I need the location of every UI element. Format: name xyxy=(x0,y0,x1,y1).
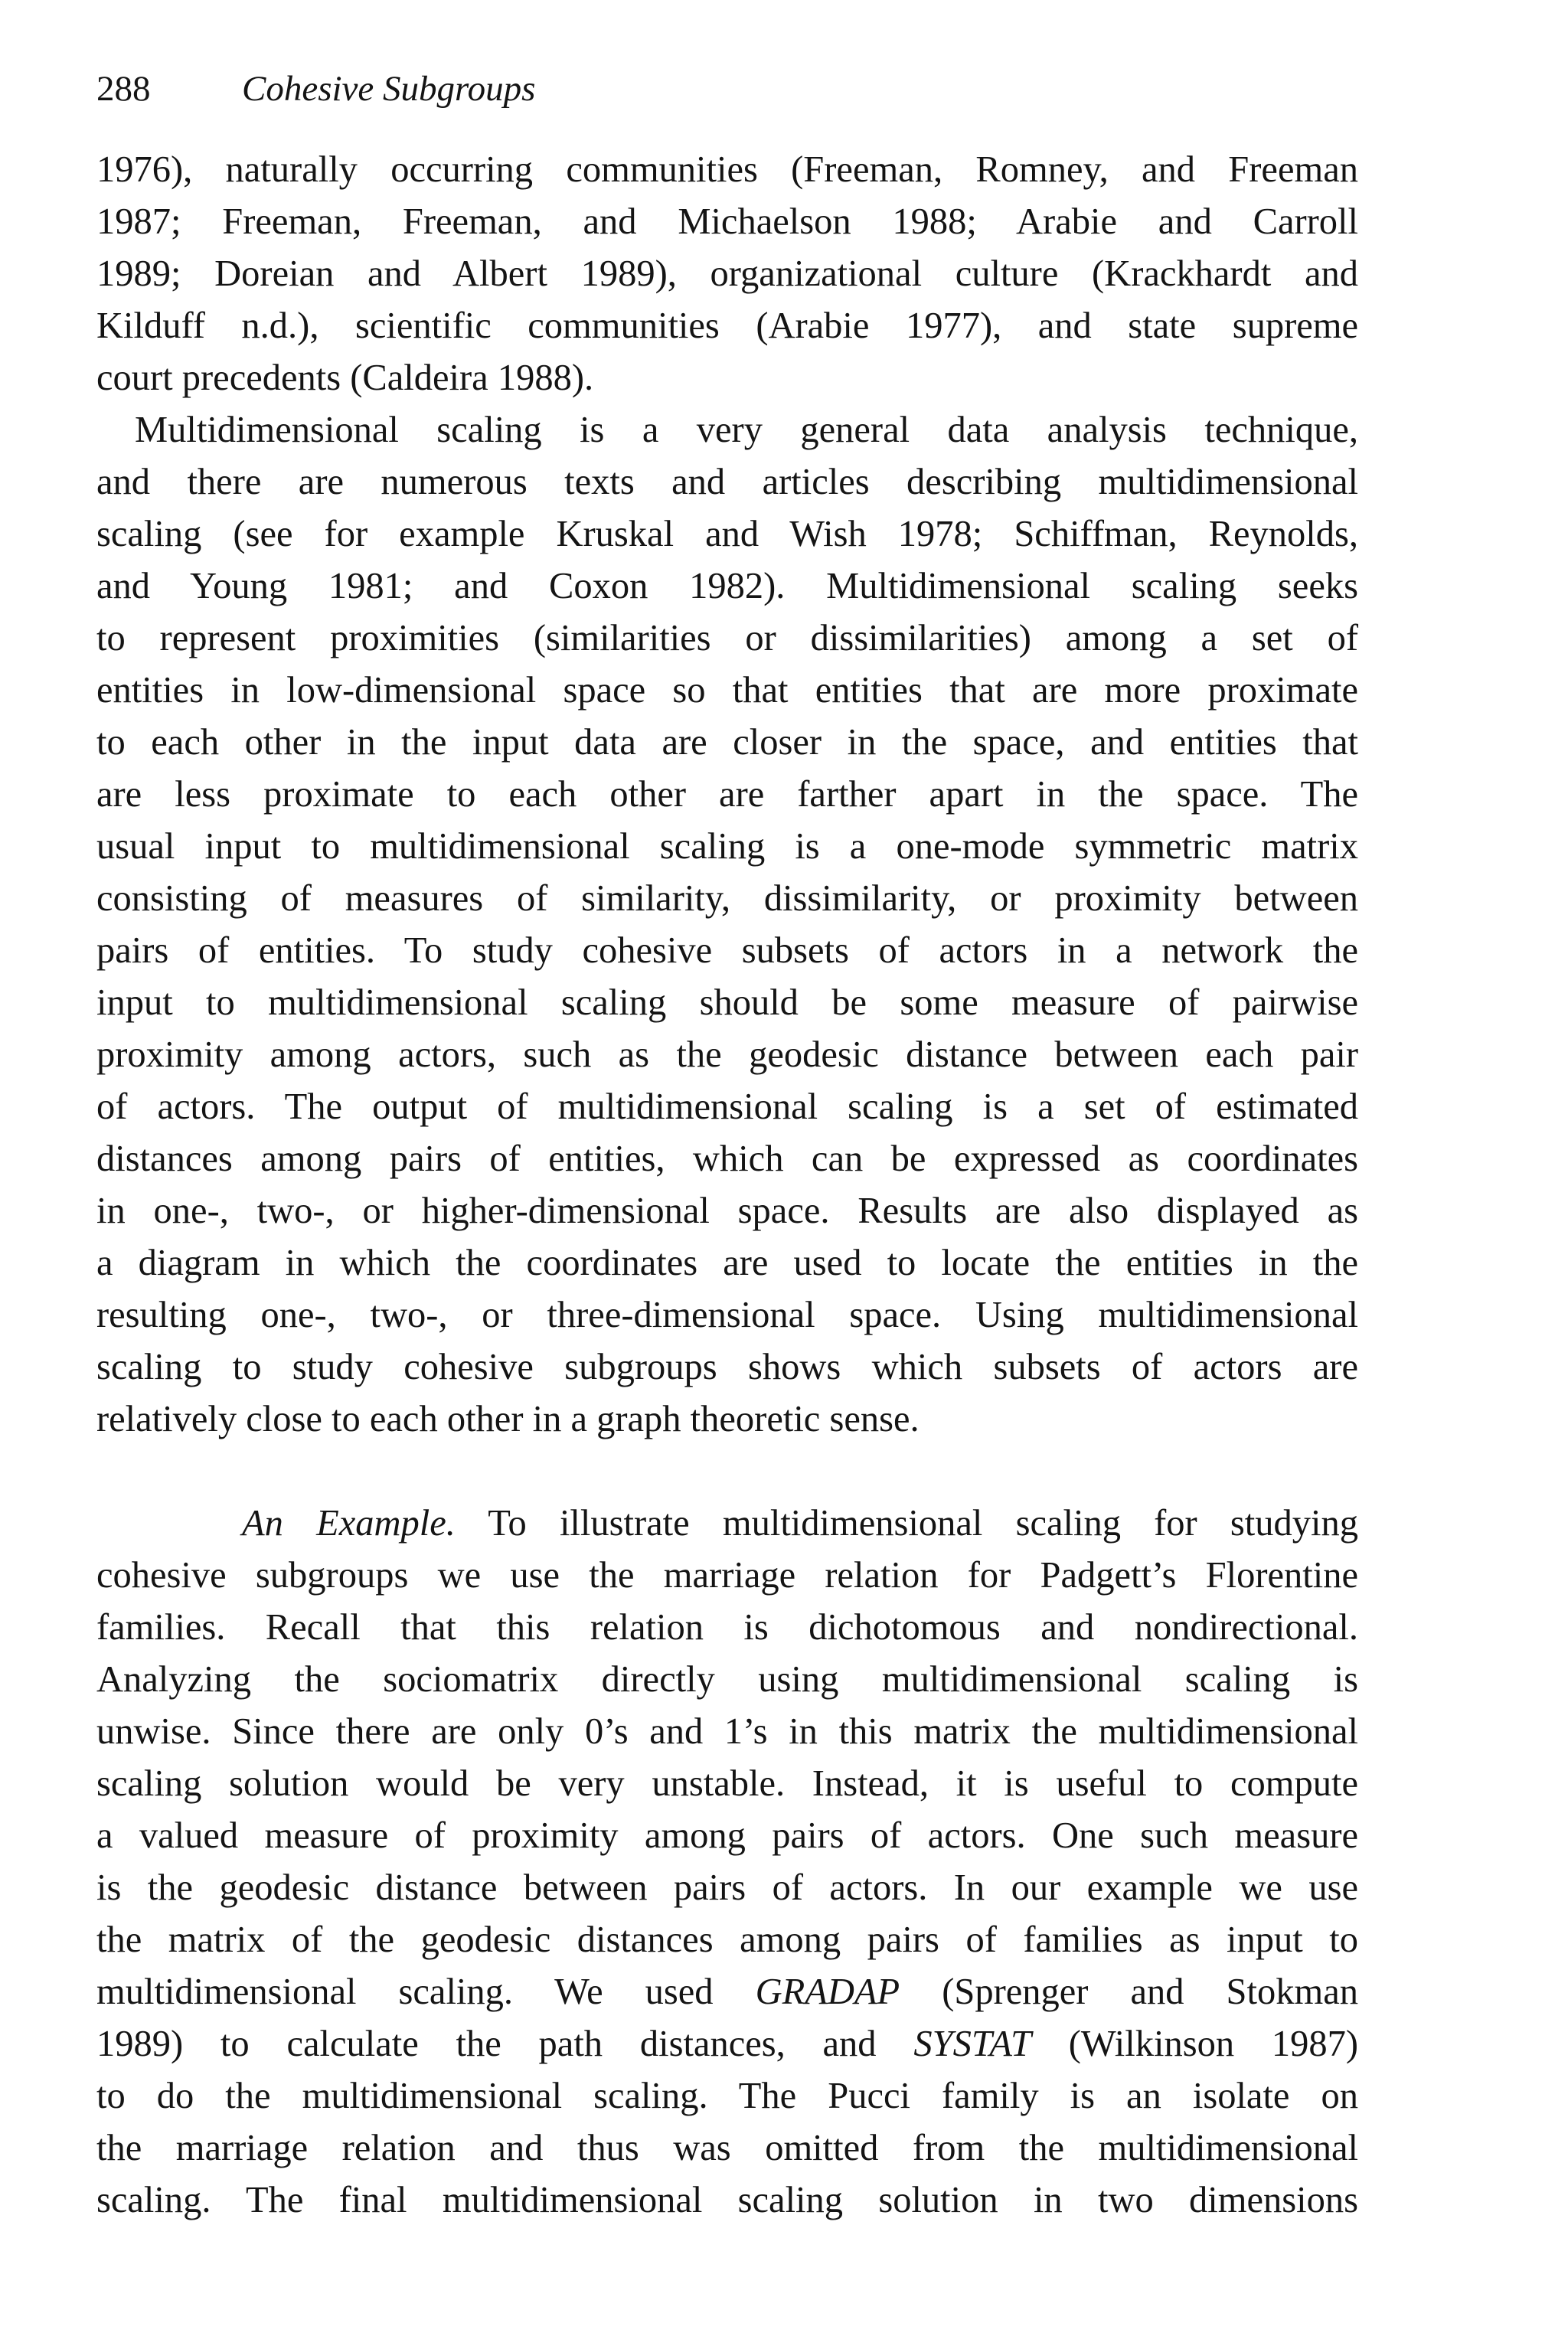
text-line: 1987; Freeman, Freeman, and Michaelson 1988; Arabie and Carroll xyxy=(96,201,1358,242)
text-line: relatively close to each other in a graph theoretic sense. xyxy=(96,1399,920,1439)
page-number: 288 xyxy=(96,69,151,109)
text-line: the matrix of the geodesic distances among pairs of families as input to xyxy=(96,1919,1358,1960)
example-lead-label: An Example. xyxy=(242,1503,456,1544)
text-line xyxy=(96,1966,1358,2018)
software-name-systat: SYSTAT xyxy=(913,2024,1031,2064)
running-title: Cohesive Subgroups xyxy=(242,69,536,109)
text-line: the marriage relation and thus was omitted from the multidimensional xyxy=(96,2128,1358,2168)
text-run: (Sprenger and Stokman xyxy=(900,1972,1358,2012)
paragraph-1 xyxy=(96,144,1358,404)
text-line: resulting one-, two-, or three-dimensional space. Using multidimensional xyxy=(96,1295,1358,1335)
text-line xyxy=(96,1498,1358,1550)
text-line: entities in low-dimensional space so that entities that are more proximate xyxy=(96,670,1358,711)
text-line: consisting of measures of similarity, dissimilarity, or proximity between xyxy=(96,878,1358,919)
paragraph-3 xyxy=(96,1498,1358,2227)
text-line: usual input to multidimensional scaling is a one-mode symmetric matrix xyxy=(96,826,1358,867)
text-line xyxy=(96,2018,1358,2070)
text-line: pairs of entities. To study cohesive subsets of actors in a network the xyxy=(96,930,1358,971)
text-line: scaling. The final multidimensional scaling solution in two dimensions xyxy=(96,2180,1358,2220)
text-run: 1989) to calculate the path distances, and xyxy=(96,2024,914,2064)
book-page xyxy=(96,67,1358,2227)
text-line: proximity among actors, such as the geodesic distance between each pair xyxy=(96,1034,1358,1075)
text-line: scaling solution would be very unstable. Instead, it is useful to compute xyxy=(96,1763,1358,1804)
text-line: and Young 1981; and Coxon 1982). Multidimensional scaling seeks xyxy=(96,566,1358,606)
text-line: to each other in the input data are closer in the space, and entities that xyxy=(96,722,1358,763)
text-line: scaling to study cohesive subgroups shows which subsets of actors are xyxy=(96,1347,1358,1387)
text-line: Kilduff n.d.), scientific communities (Arabie 1977), and state supreme xyxy=(96,305,1358,346)
text-line: a valued measure of proximity among pairs of actors. One such measure xyxy=(96,1815,1358,1856)
text-line: Multidimensional scaling is a very general data analysis technique, xyxy=(135,410,1358,450)
text-line: to do the multidimensional scaling. The Pucci family is an isolate on xyxy=(96,2076,1358,2116)
text-line: court precedents (Caldeira 1988). xyxy=(96,358,594,398)
text-line: unwise. Since there are only 0’s and 1’s in this matrix the multidimensional xyxy=(96,1711,1358,1752)
text-line: is the geodesic distance between pairs of actors. In our example we use xyxy=(96,1867,1358,1908)
running-head xyxy=(96,67,1358,110)
text-line: of actors. The output of multidimensional scaling is a set of estimated xyxy=(96,1086,1358,1127)
text-line: to represent proximities (similarities or dissimilarities) among a set of xyxy=(96,618,1358,658)
text-line: cohesive subgroups we use the marriage relation for Padgett’s Florentine xyxy=(96,1555,1358,1596)
text-line: 1989; Doreian and Albert 1989), organizational culture (Krackhardt and xyxy=(96,253,1358,294)
text-line: a diagram in which the coordinates are used to locate the entities in the xyxy=(96,1243,1358,1283)
text-run: (Wilkinson 1987) xyxy=(1031,2024,1358,2064)
paragraph-2 xyxy=(96,404,1358,1446)
text-line: families. Recall that this relation is dichotomous and nondirectional. xyxy=(96,1607,1358,1648)
text-line: distances among pairs of entities, which can be expressed as coordinates xyxy=(96,1139,1358,1179)
text-line: and there are numerous texts and articles describing multidimensional xyxy=(96,462,1358,502)
text-line: scaling (see for example Kruskal and Wish 1978; Schiffman, Reynolds, xyxy=(96,514,1358,554)
text-line: input to multidimensional scaling should be some measure of pairwise xyxy=(96,982,1358,1023)
text-line: Analyzing the sociomatrix directly using multidimensional scaling is xyxy=(96,1659,1358,1700)
text-line: are less proximate to each other are farther apart in the space. The xyxy=(96,774,1358,815)
text-line: in one-, two-, or higher-dimensional space. Results are also displayed as xyxy=(96,1191,1358,1231)
text-run: multidimensional scaling. We used xyxy=(96,1972,756,2012)
software-name-gradap: GRADAP xyxy=(755,1972,900,2012)
text-run: To illustrate multidimensional scaling for studying xyxy=(455,1503,1359,1544)
text-line: 1976), naturally occurring communities (Freeman, Romney, and Freeman xyxy=(96,149,1358,190)
